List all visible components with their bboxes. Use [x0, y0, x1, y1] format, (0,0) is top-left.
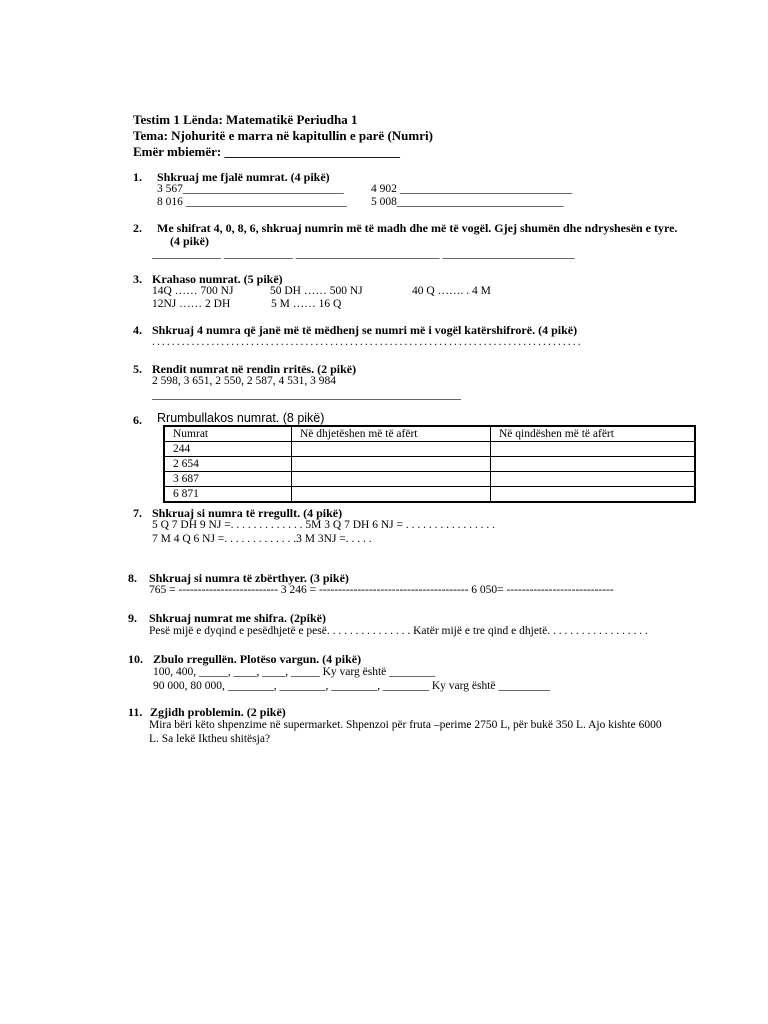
table-cell-answer[interactable]	[491, 457, 696, 472]
q1-item-b: 4 902 ______________________________	[371, 183, 573, 195]
table-cell-answer[interactable]	[292, 457, 491, 472]
q5-answer-line	[152, 399, 461, 400]
q3-row1-a: 14Q …… 700 NJ	[152, 285, 234, 297]
q4-title: Shkruaj 4 numra që janë më të mëdhenj se numri më i vogël katërshifrorë. (4 pikë)	[152, 323, 578, 337]
q1-item-a: 3 567____________________________	[157, 183, 344, 195]
q9-title: Shkruaj numrat me shifra. (2pikë)	[149, 611, 327, 625]
q8-line: 765 = -------------------------- 3 246 = --------------------------------------- 6 050= ----------------------------	[149, 584, 614, 596]
table-cell-answer[interactable]	[292, 442, 491, 457]
table-cell-number: 244	[164, 442, 292, 457]
table-row	[164, 472, 695, 487]
q1-number: 1.	[133, 170, 142, 184]
q2-number: 2.	[133, 221, 142, 235]
table-row	[164, 457, 695, 472]
test-title: Testim 1 Lënda: Matematikë Periudha 1	[133, 112, 358, 127]
table-header-cell: Në qindëshen më të afërt	[491, 426, 696, 442]
table-cell-number: 3 687	[164, 472, 292, 487]
q3-row1-c: 40 Q ……. . 4 M	[412, 285, 491, 297]
q11-line1: Mira bëri këto shpenzime në supermarket. Shpenzoi për fruta –perime 2750 L, për bukë 350 L. Ajo kishte 6000	[149, 719, 662, 731]
q11-title: Zgjidh problemin. (2 pikë)	[150, 705, 286, 719]
q8-title: Shkruaj si numra të zbërthyer. (3 pikë)	[149, 571, 349, 585]
q4-dotted-answer: . . . . . . . . . . . . . . . . . . . . . . . . . . . . . . . . . . . . . . . . . . . . . . . . . . . . . . . . . . . . . . . . . . . . . . . . . . . . . . . . . . . . . . .	[152, 336, 581, 348]
q10-title: Zbulo rregullën. Plotëso vargun. (4 pikë)	[153, 652, 362, 666]
q8-number: 8.	[128, 571, 137, 585]
test-topic: Tema: Njohuritë e marra në kapitullin e parë (Numri)	[133, 128, 433, 143]
q9-number: 9.	[128, 611, 137, 625]
q5-numbers: 2 598, 3 651, 2 550, 2 587, 4 531, 3 984	[152, 375, 336, 387]
table-cell-answer[interactable]	[491, 472, 696, 487]
q4-number: 4.	[133, 323, 142, 337]
q1-item-d: 5 008_____________________________	[371, 196, 564, 208]
table-header-row	[164, 426, 695, 442]
q2-points: (4 pikë)	[170, 234, 209, 248]
q6-number: 6.	[133, 413, 142, 427]
q5-title: Rendit numrat në rendin rritës. (2 pikë)	[152, 362, 357, 376]
q9-line: Pesë mijë e dyqind e pesëdhjetë e pesë. . . . . . . . . . . . . . . Katër mijë e tre qind e dhjetë. . . . . . . . . . . . . . . . . .	[149, 625, 648, 637]
q1-item-c: 8 016 ____________________________	[157, 196, 347, 208]
q3-title: Krahaso numrat. (5 pikë)	[152, 272, 283, 286]
table-cell-answer[interactable]	[292, 487, 491, 503]
q11-line2: L. Sa lekë Iktheu shitësja?	[149, 733, 271, 745]
q10-number: 10.	[128, 652, 143, 666]
q7-title: Shkruaj si numra të rregullt. (4 pikë)	[152, 506, 343, 520]
table-row	[164, 442, 695, 457]
table-row	[164, 487, 695, 503]
table-header-cell: Numrat	[164, 426, 292, 442]
q2-blanks: ____________ ____________ _________________________ _______________________	[152, 248, 575, 260]
rounding-table	[163, 425, 696, 503]
q7-number: 7.	[133, 506, 142, 520]
table-cell-number: 6 871	[164, 487, 292, 503]
q10-line2: 90 000, 80 000, ________, ________, ________, ________ Ky varg është _________	[153, 680, 551, 692]
q3-number: 3.	[133, 272, 142, 286]
q1-title: Shkruaj me fjalë numrat. (4 pikë)	[157, 170, 330, 184]
q5-number: 5.	[133, 362, 142, 376]
table-cell-answer[interactable]	[491, 442, 696, 457]
table-cell-answer[interactable]	[292, 472, 491, 487]
table-header-cell: Në dhjetëshen më të afërt	[292, 426, 491, 442]
table-cell-answer[interactable]	[491, 487, 696, 503]
table-cell-number: 2 654	[164, 457, 292, 472]
q3-row1-b: 50 DH …… 500 NJ	[270, 285, 363, 297]
q7-line1: 5 Q 7 DH 9 NJ =. . . . . . . . . . . . . 5M 3 Q 7 DH 6 NJ = . . . . . . . . . . . . . . . .	[152, 519, 495, 531]
q10-line1: 100, 400, _____, ____, ____, _____ Ky varg është ________	[153, 666, 436, 678]
q11-number: 11.	[128, 705, 143, 719]
q3-row2-b: 5 M …… 16 Q	[271, 298, 342, 310]
q2-title: Me shifrat 4, 0, 8, 6, shkruaj numrin më të madh dhe më të vogël. Gjej shumën dhe ndryshesën e tyre.	[157, 221, 678, 235]
q7-line2: 7 M 4 Q 6 NJ =. . . . . . . . . . . . .3 M 3NJ =. . . . .	[152, 533, 372, 545]
q3-row2-a: 12NJ …… 2 DH	[152, 298, 231, 310]
q6-title: Rrumbullakos numrat. (8 pikë)	[157, 411, 325, 425]
student-name-line: Emër mbiemër: ___________________________	[133, 144, 400, 159]
